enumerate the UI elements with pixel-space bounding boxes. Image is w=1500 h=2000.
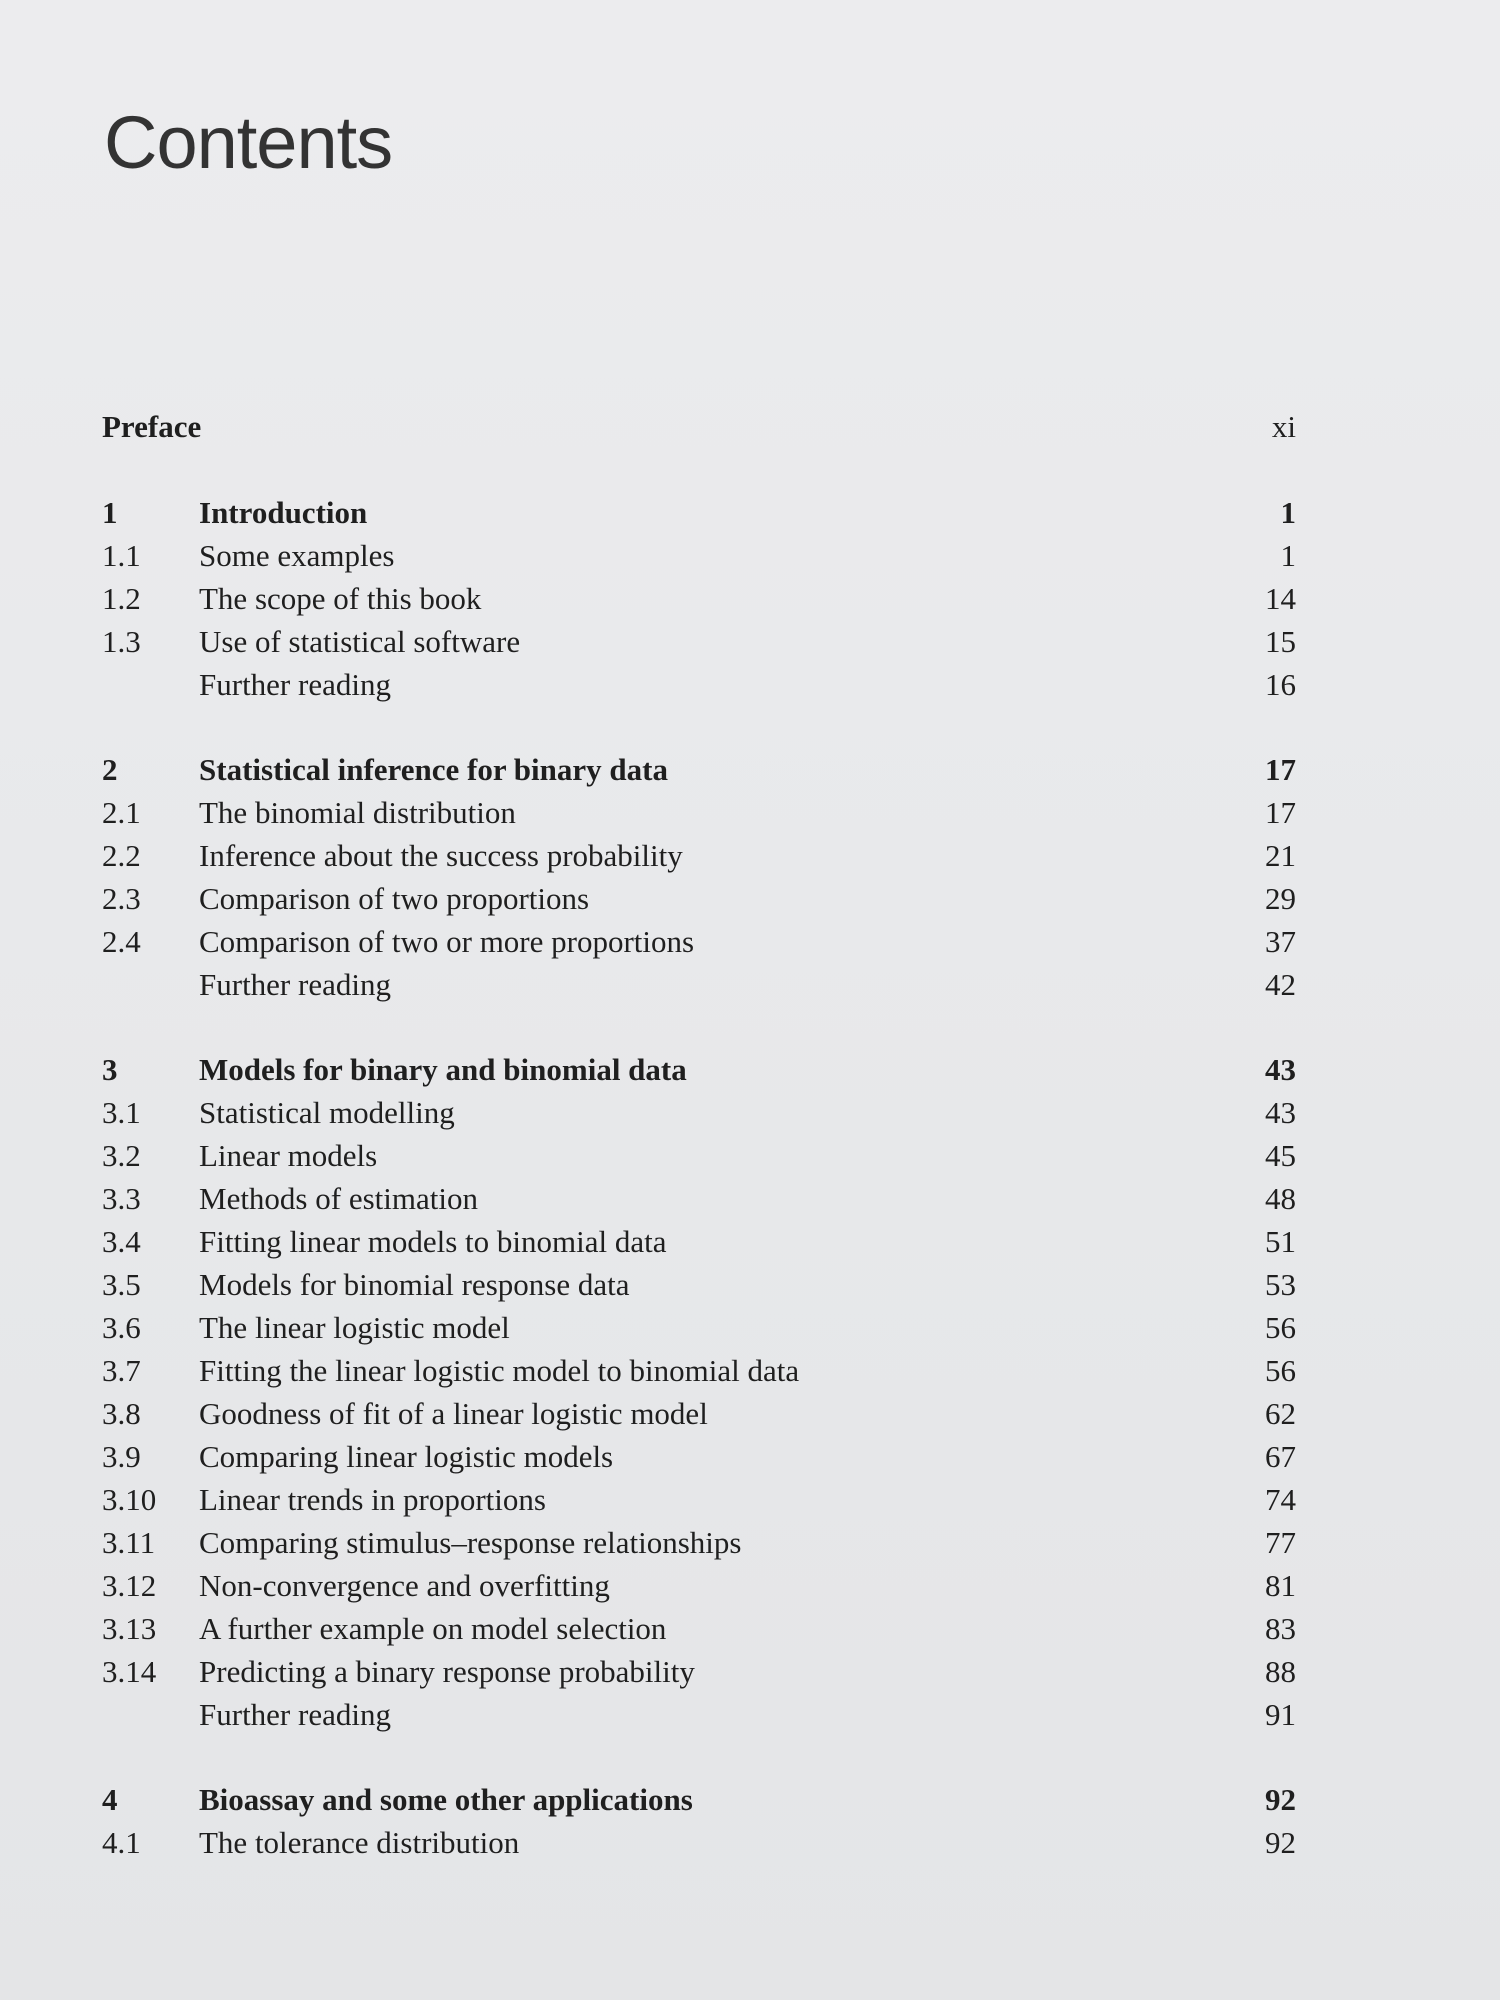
toc-entry-title: Some examples (199, 538, 395, 573)
toc-entry-title: Fitting linear models to binomial data (199, 1224, 667, 1259)
toc-entry (0, 834, 1500, 878)
toc-entry (0, 1134, 1500, 1178)
toc-entry-page-number: 92 (1265, 1782, 1296, 1817)
toc-entry (0, 577, 1500, 621)
toc-entry-number: 3 (102, 1052, 118, 1087)
toc-entry-page-number: 17 (1265, 795, 1296, 830)
toc-entry-title: Inference about the success probability (199, 838, 683, 873)
toc-entry (0, 1220, 1500, 1264)
toc-entry-page-number: 37 (1265, 924, 1296, 959)
toc-entry (0, 920, 1500, 964)
toc-entry-page-number: 29 (1265, 881, 1296, 916)
toc-entry-page-number: 77 (1265, 1525, 1296, 1560)
toc-entry-title: Bioassay and some other applications (199, 1782, 693, 1817)
toc-entry (0, 1306, 1500, 1350)
toc-entry-title: The scope of this book (199, 581, 482, 616)
toc-entry-number: 3.6 (102, 1310, 141, 1345)
toc-entry (0, 1821, 1500, 1865)
toc-entry-title: Statistical modelling (199, 1095, 455, 1130)
toc-entry (0, 534, 1500, 578)
toc-entry-page-number: 51 (1265, 1224, 1296, 1259)
toc-entry-page-number: 83 (1265, 1611, 1296, 1646)
toc-entry-page-number: 45 (1265, 1138, 1296, 1173)
toc-entry-page-number: xi (1271, 409, 1296, 444)
toc-entry-page-number: 43 (1265, 1095, 1296, 1130)
toc-entry (0, 791, 1500, 835)
toc-entry-title: Linear trends in proportions (199, 1482, 546, 1517)
toc-entry-page-number: 15 (1265, 624, 1296, 659)
toc-entry-page-number: 48 (1265, 1181, 1296, 1216)
toc-entry-number: 3.7 (102, 1353, 141, 1388)
toc-entry-number: 3.2 (102, 1138, 141, 1173)
toc-entry-title: Further reading (199, 1697, 391, 1732)
toc-entry-title: Non-convergence and overfitting (199, 1568, 610, 1603)
toc-entry-title: Methods of estimation (199, 1181, 478, 1216)
toc-entry-title: Use of statistical software (199, 624, 521, 659)
toc-entry (0, 1263, 1500, 1307)
toc-entry (0, 1392, 1500, 1436)
toc-entry (0, 1349, 1500, 1393)
toc-entry-page-number: 56 (1265, 1310, 1296, 1345)
toc-entry-title: The linear logistic model (199, 1310, 510, 1345)
toc-entry-page-number: 1 (1280, 495, 1296, 530)
toc-entry-number: 3.5 (102, 1267, 141, 1302)
toc-entry-page-number: 62 (1265, 1396, 1296, 1431)
toc-entry-title: Comparison of two or more proportions (199, 924, 695, 959)
toc-entry (0, 405, 1500, 449)
toc-entry-title: Models for binary and binomial data (199, 1052, 687, 1087)
toc-entry-page-number: 42 (1265, 967, 1296, 1002)
toc-entry-title: The binomial distribution (199, 795, 516, 830)
toc-entry-title: Comparing stimulus–response relationships (199, 1525, 742, 1560)
toc-entry-number: 3.3 (102, 1181, 141, 1216)
toc-entry (0, 748, 1500, 792)
toc-entry-title: Introduction (199, 495, 368, 530)
toc-entry-title: Fitting the linear logistic model to binomial data (199, 1353, 800, 1388)
contents-heading: Contents (104, 101, 393, 184)
toc-entry-page-number: 43 (1265, 1052, 1296, 1087)
toc-entry-number: 3.4 (102, 1224, 141, 1259)
toc-entry-number: 4.1 (102, 1825, 141, 1860)
toc-entry (0, 620, 1500, 664)
toc-entry-title: Goodness of fit of a linear logistic model (199, 1396, 708, 1431)
toc-entry-number: 3.12 (102, 1568, 157, 1603)
toc-entry (0, 1521, 1500, 1565)
toc-entry-title: Comparison of two proportions (199, 881, 590, 916)
toc-entry (0, 1048, 1500, 1092)
toc-entry-number: 1 (102, 495, 118, 530)
toc-entry-title: A further example on model selection (199, 1611, 667, 1646)
toc-entry (0, 1564, 1500, 1608)
toc-entry-page-number: 1 (1280, 538, 1296, 573)
toc-entry (0, 1607, 1500, 1651)
toc-entry-number: 3.13 (102, 1611, 157, 1646)
toc-entry (0, 1778, 1500, 1822)
toc-entry-page-number: 56 (1265, 1353, 1296, 1388)
toc-entry-title: The tolerance distribution (199, 1825, 520, 1860)
toc-entry-number: 2.1 (102, 795, 141, 830)
toc-entry-title: Further reading (199, 667, 391, 702)
toc-entry-page-number: 74 (1265, 1482, 1296, 1517)
toc-entry (0, 963, 1500, 1007)
toc-entry-title: Linear models (199, 1138, 378, 1173)
toc-entry-page-number: 17 (1265, 752, 1296, 787)
toc-entry-title: Models for binomial response data (199, 1267, 630, 1302)
toc-entry-number: 3.9 (102, 1439, 141, 1474)
toc-entry-number: 3.1 (102, 1095, 141, 1130)
toc-entry-page-number: 91 (1265, 1697, 1296, 1732)
toc-entry-page-number: 16 (1265, 667, 1296, 702)
toc-entry (0, 877, 1500, 921)
toc-entry-title: Preface (102, 409, 202, 444)
toc-entry-page-number: 21 (1265, 838, 1296, 873)
toc-entry (0, 1091, 1500, 1135)
toc-entry (0, 1478, 1500, 1522)
toc-entry (0, 491, 1500, 535)
toc-entry-page-number: 92 (1265, 1825, 1296, 1860)
toc-entry-number: 2.4 (102, 924, 141, 959)
toc-entry (0, 663, 1500, 707)
toc-entry-page-number: 81 (1265, 1568, 1296, 1603)
toc-entry-page-number: 14 (1265, 581, 1296, 616)
toc-entry (0, 1435, 1500, 1479)
toc-entry-number: 1.2 (102, 581, 141, 616)
toc-entry (0, 1177, 1500, 1221)
toc-entry-number: 2.3 (102, 881, 141, 916)
toc-entry-page-number: 88 (1265, 1654, 1296, 1689)
toc-entry-title: Comparing linear logistic models (199, 1439, 614, 1474)
toc-entry (0, 1650, 1500, 1694)
toc-entry-title: Predicting a binary response probability (199, 1654, 695, 1689)
toc-entry (0, 1693, 1500, 1737)
toc-entry-number: 3.14 (102, 1654, 157, 1689)
toc-entry-number: 3.11 (102, 1525, 156, 1560)
toc-entry-number: 2 (102, 752, 118, 787)
toc-entry-number: 1.3 (102, 624, 141, 659)
toc-entry-page-number: 53 (1265, 1267, 1296, 1302)
toc-entry-page-number: 67 (1265, 1439, 1296, 1474)
toc-entry-title: Statistical inference for binary data (199, 752, 668, 787)
toc-entry-number: 2.2 (102, 838, 141, 873)
toc-entry-number: 1.1 (102, 538, 141, 573)
toc-entry-title: Further reading (199, 967, 391, 1002)
toc-entry-number: 3.10 (102, 1482, 157, 1517)
toc-entry-number: 4 (102, 1782, 118, 1817)
toc-entry-number: 3.8 (102, 1396, 141, 1431)
